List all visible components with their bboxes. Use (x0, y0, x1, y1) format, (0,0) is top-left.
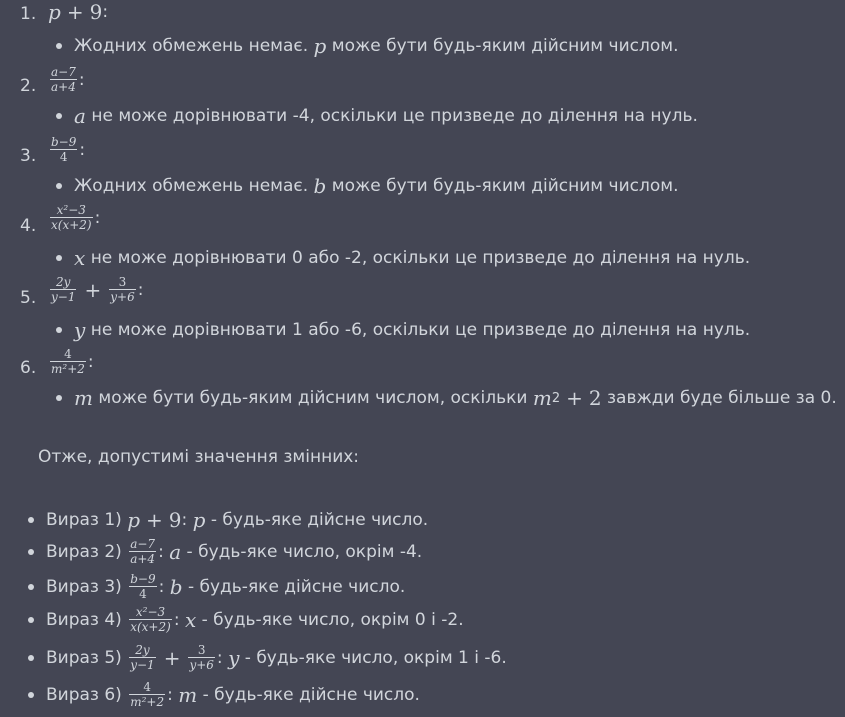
expression-5: $\frac{2y}{y-1}$ + $\frac{3}{y+6}$ : (51, 275, 144, 304)
item-number-5: 5. (20, 288, 37, 308)
bullet-icon (56, 183, 62, 189)
note-text: не може дорівнювати 0 або -2, оскільки це призведе до ділення на нуль. (90, 248, 751, 268)
note-text: може бути будь-яким дійсним числом. (331, 176, 679, 196)
bullet-icon (28, 617, 34, 623)
expr-label: Вираз 1) (46, 510, 122, 530)
summary-item-3: Вираз 3) $\frac{b-9}{4}$ : b - будь-яке дійсне число. (28, 573, 405, 600)
bullet-icon (56, 327, 62, 333)
note-2: a не може дорівнювати -4, оскільки це призведе до ділення на нуль. (56, 104, 698, 128)
expression-6: $\frac{4}{\text{m²+2}}$ : (51, 347, 94, 376)
summary-text: - будь-яке дійсне число. (202, 684, 420, 705)
note-text: Жодних обмежень немає. (74, 176, 309, 196)
summary-text: - будь-яке дійсне число. (187, 576, 406, 597)
note-text: не може дорівнювати -4, оскільки це призведе до ділення на нуль. (91, 106, 698, 126)
item-number-6: 6. (20, 358, 37, 378)
expr-label: Вираз 4) (46, 609, 122, 630)
expr-label: Вираз 5) (46, 647, 122, 668)
note-6: m може бути будь-яким дійсним числом, оскільки m 2 + 2 завжди буде більше за 0. (56, 386, 837, 410)
note-3: Жодних обмежень немає. b може бути будь-яким дійсним числом. (56, 174, 678, 198)
expr-label: Вираз 3) (46, 576, 122, 597)
note-text: завжди буде більше за 0. (607, 388, 837, 408)
item-number-1: 1. (20, 4, 37, 24)
note-text: не може дорівнювати 1 або -6, оскільки це призведе до ділення на нуль. (90, 320, 751, 340)
bullet-icon (56, 255, 62, 261)
bullet-icon (28, 517, 34, 523)
expr-label: Вираз 6) (46, 684, 122, 705)
item-number-4: 4. (20, 216, 37, 236)
bullet-icon (28, 692, 34, 698)
item-number-2: 2. (20, 76, 37, 96)
summary-heading: Отже, допустимі значення змінних: (38, 447, 360, 467)
expression-3: $\frac{b-9}{4}$ : (51, 135, 86, 164)
bullet-icon (28, 655, 34, 661)
expression-4: $\frac{\text{x²−3}}{x(x+2)}$ : (51, 203, 101, 232)
bullet-icon (56, 113, 62, 119)
bullet-icon (56, 395, 62, 401)
item-number-3: 3. (20, 146, 37, 166)
summary-item-6: Вираз 6) $\frac{4}{\text{m²+2}}$ : m - будь-яке дійсне число. (28, 681, 420, 708)
note-text: може бути будь-яким дійсним числом, оскільки (98, 388, 528, 408)
summary-text: - будь-яке число, окрім -4. (186, 541, 423, 562)
bullet-icon (28, 549, 34, 555)
summary-text: - будь-яке число, окрім 1 і -6. (244, 647, 507, 668)
summary-text: - будь-яке число, окрім 0 і -2. (201, 609, 464, 630)
expr-label: Вираз 2) (46, 541, 122, 562)
note-text: Жодних обмежень немає. (74, 36, 309, 56)
note-5: y не може дорівнювати 1 або -6, оскільки це призведе до ділення на нуль. (56, 318, 750, 342)
expression-2: $\frac{a-7}{a+4}$ : (51, 65, 85, 94)
summary-item-5: Вираз 5) $\frac{2y}{y-1}$ + $\frac{3}{y+6}$ : y - будь-яке число, окрім 1 і -6. (28, 644, 507, 671)
summary-item-4: Вираз 4) $\frac{\text{x²−3}}{x(x+2)}$ : x - будь-яке число, окрім 0 і -2. (28, 606, 464, 633)
summary-item-1: Вираз 1) p + 9 : p - будь-яке дійсне число. (28, 508, 428, 532)
note-1: Жодних обмежень немає. p може бути будь-яким дійсним числом. (56, 34, 678, 58)
note-text: може бути будь-яким дійсним числом. (331, 36, 679, 56)
expression-1: p + 9 : (48, 0, 109, 24)
bullet-icon (28, 584, 34, 590)
summary-text: - будь-яке дійсне число. (210, 510, 429, 530)
bullet-icon (56, 43, 62, 49)
note-4: x не може дорівнювати 0 або -2, оскільки це призведе до ділення на нуль. (56, 246, 750, 270)
summary-item-2: Вираз 2) $\frac{a-7}{a+4}$ : a - будь-яке число, окрім -4. (28, 538, 422, 565)
